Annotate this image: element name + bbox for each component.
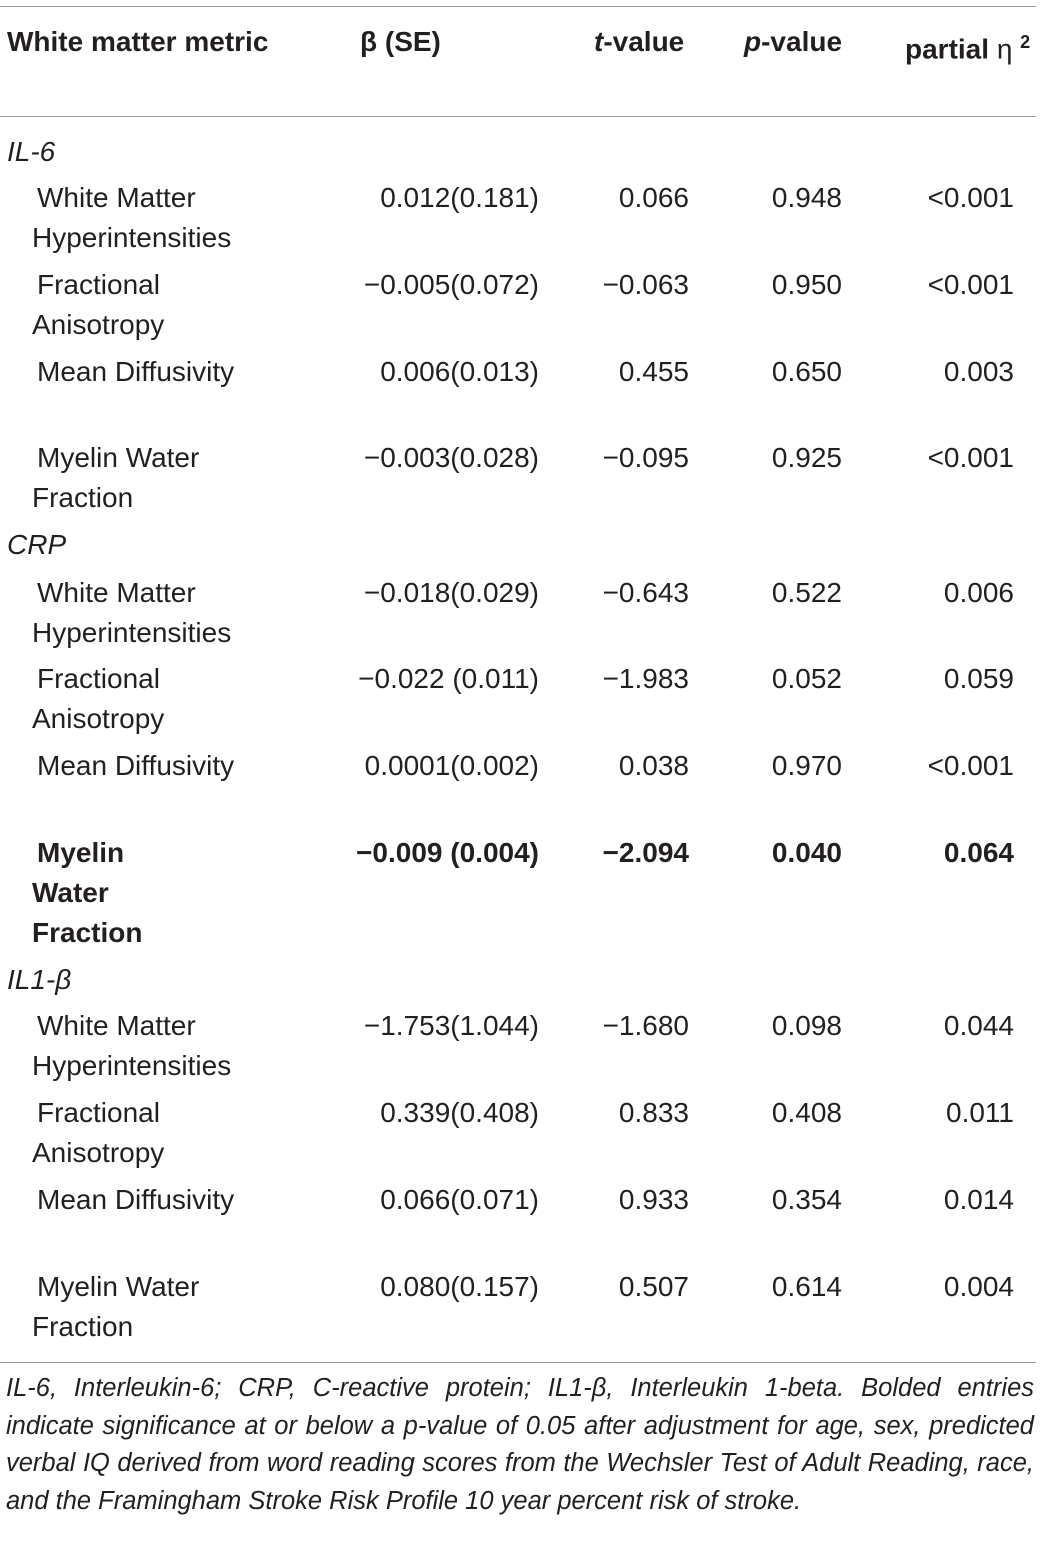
metric-label: Myelin Water Fraction [32, 837, 143, 948]
t-value: 0.507 [618, 1271, 689, 1302]
partial-eta-value: <0.001 [927, 750, 1014, 781]
beta-se-value: 0.0001(0.002) [364, 750, 539, 781]
group-label: IL1-β [7, 964, 72, 995]
p-value: 0.948 [771, 182, 842, 213]
beta-se-value: 0.012(0.181) [380, 182, 539, 213]
group-label: IL-6 [7, 136, 56, 167]
metric-label: White Matter Hyperintensities [32, 577, 232, 648]
metric-label: Myelin Water Fraction [32, 1271, 200, 1342]
p-value: 0.052 [771, 663, 842, 694]
table-bottom-rule [0, 1362, 1036, 1363]
t-value: −2.094 [602, 837, 689, 868]
t-value: −1.983 [602, 663, 689, 694]
partial-eta-value: 0.003 [943, 356, 1014, 387]
t-value: 0.455 [618, 356, 689, 387]
p-value: 0.950 [771, 269, 842, 300]
beta-se-value: 0.339(0.408) [380, 1097, 539, 1128]
beta-se-value: −1.753(1.044) [363, 1010, 539, 1041]
beta-se-value: 0.080(0.157) [380, 1271, 539, 1302]
header-bottom-rule [0, 116, 1036, 117]
partial-eta-value: 0.059 [943, 663, 1014, 694]
beta-se-value: 0.006(0.013) [380, 356, 539, 387]
p-value: 0.522 [771, 577, 842, 608]
partial-eta-value: 0.011 [946, 1097, 1014, 1128]
metric-label: Mean Diffusivity [37, 750, 235, 781]
t-value: −0.643 [602, 577, 689, 608]
p-value: 0.614 [771, 1271, 842, 1302]
beta-se-value: −0.005(0.072) [363, 269, 539, 300]
partial-eta-value: <0.001 [927, 269, 1014, 300]
partial-eta-value: <0.001 [927, 182, 1014, 213]
p-value: 0.970 [771, 750, 842, 781]
header-metric: White matter metric [7, 26, 269, 57]
metric-label: White Matter Hyperintensities [32, 1010, 232, 1081]
metric-label: Mean Diffusivity [37, 356, 235, 387]
t-value: −1.680 [602, 1010, 689, 1041]
partial-eta-value: 0.044 [943, 1010, 1014, 1041]
p-value: 0.098 [771, 1010, 842, 1041]
header-p-value: p-value [744, 26, 843, 57]
metric-label: White Matter Hyperintensities [32, 182, 232, 253]
p-value: 0.354 [771, 1184, 842, 1215]
t-value: 0.833 [618, 1097, 689, 1128]
group-label: CRP [7, 529, 67, 560]
metric-label: Fractional Anisotropy [32, 1097, 165, 1168]
partial-eta-value: <0.001 [927, 442, 1014, 473]
beta-se-value: −0.009 (0.004) [356, 837, 539, 868]
metric-label: Myelin Water Fraction [32, 442, 200, 513]
t-value: 0.038 [618, 750, 689, 781]
t-value: 0.066 [618, 182, 689, 213]
header-t-value: t-value [594, 26, 685, 57]
p-value: 0.040 [771, 837, 842, 868]
t-value: −0.063 [602, 269, 689, 300]
partial-eta-value: 0.004 [943, 1271, 1014, 1302]
partial-eta-value: 0.014 [943, 1184, 1014, 1215]
beta-se-value: −0.022 (0.011) [358, 663, 539, 694]
table-footnote: IL-6, Interleukin-6; CRP, C-reactive protein; IL1-β, Interleukin 1-beta. Bolded entries indicate significance at or below a p-value of 0.05 after adjustment for age, sex, predicted verbal IQ derived from word reading scores from the Wechsler Test of Adult Reading, race, and the Framingham Stroke Risk Profile 10 year percent risk of stroke. [6, 1374, 1034, 1515]
beta-se-value: −0.003(0.028) [363, 442, 539, 473]
p-value: 0.408 [771, 1097, 842, 1128]
header-partial-eta: partial η $^2$ [905, 32, 1031, 65]
t-value: 0.933 [618, 1184, 689, 1215]
table-top-rule [0, 6, 1036, 7]
metric-label: Mean Diffusivity [37, 1184, 235, 1215]
beta-se-value: 0.066(0.071) [380, 1184, 539, 1215]
metric-label: Fractional Anisotropy [32, 269, 165, 340]
beta-se-value: −0.018(0.029) [363, 577, 539, 608]
metric-label: Fractional Anisotropy [32, 663, 165, 734]
t-value: −0.095 [602, 442, 689, 473]
partial-eta-value: 0.006 [943, 577, 1014, 608]
p-value: 0.650 [771, 356, 842, 387]
partial-eta-value: 0.064 [943, 837, 1014, 868]
p-value: 0.925 [771, 442, 842, 473]
header-beta-se: β (SE) [360, 26, 441, 57]
